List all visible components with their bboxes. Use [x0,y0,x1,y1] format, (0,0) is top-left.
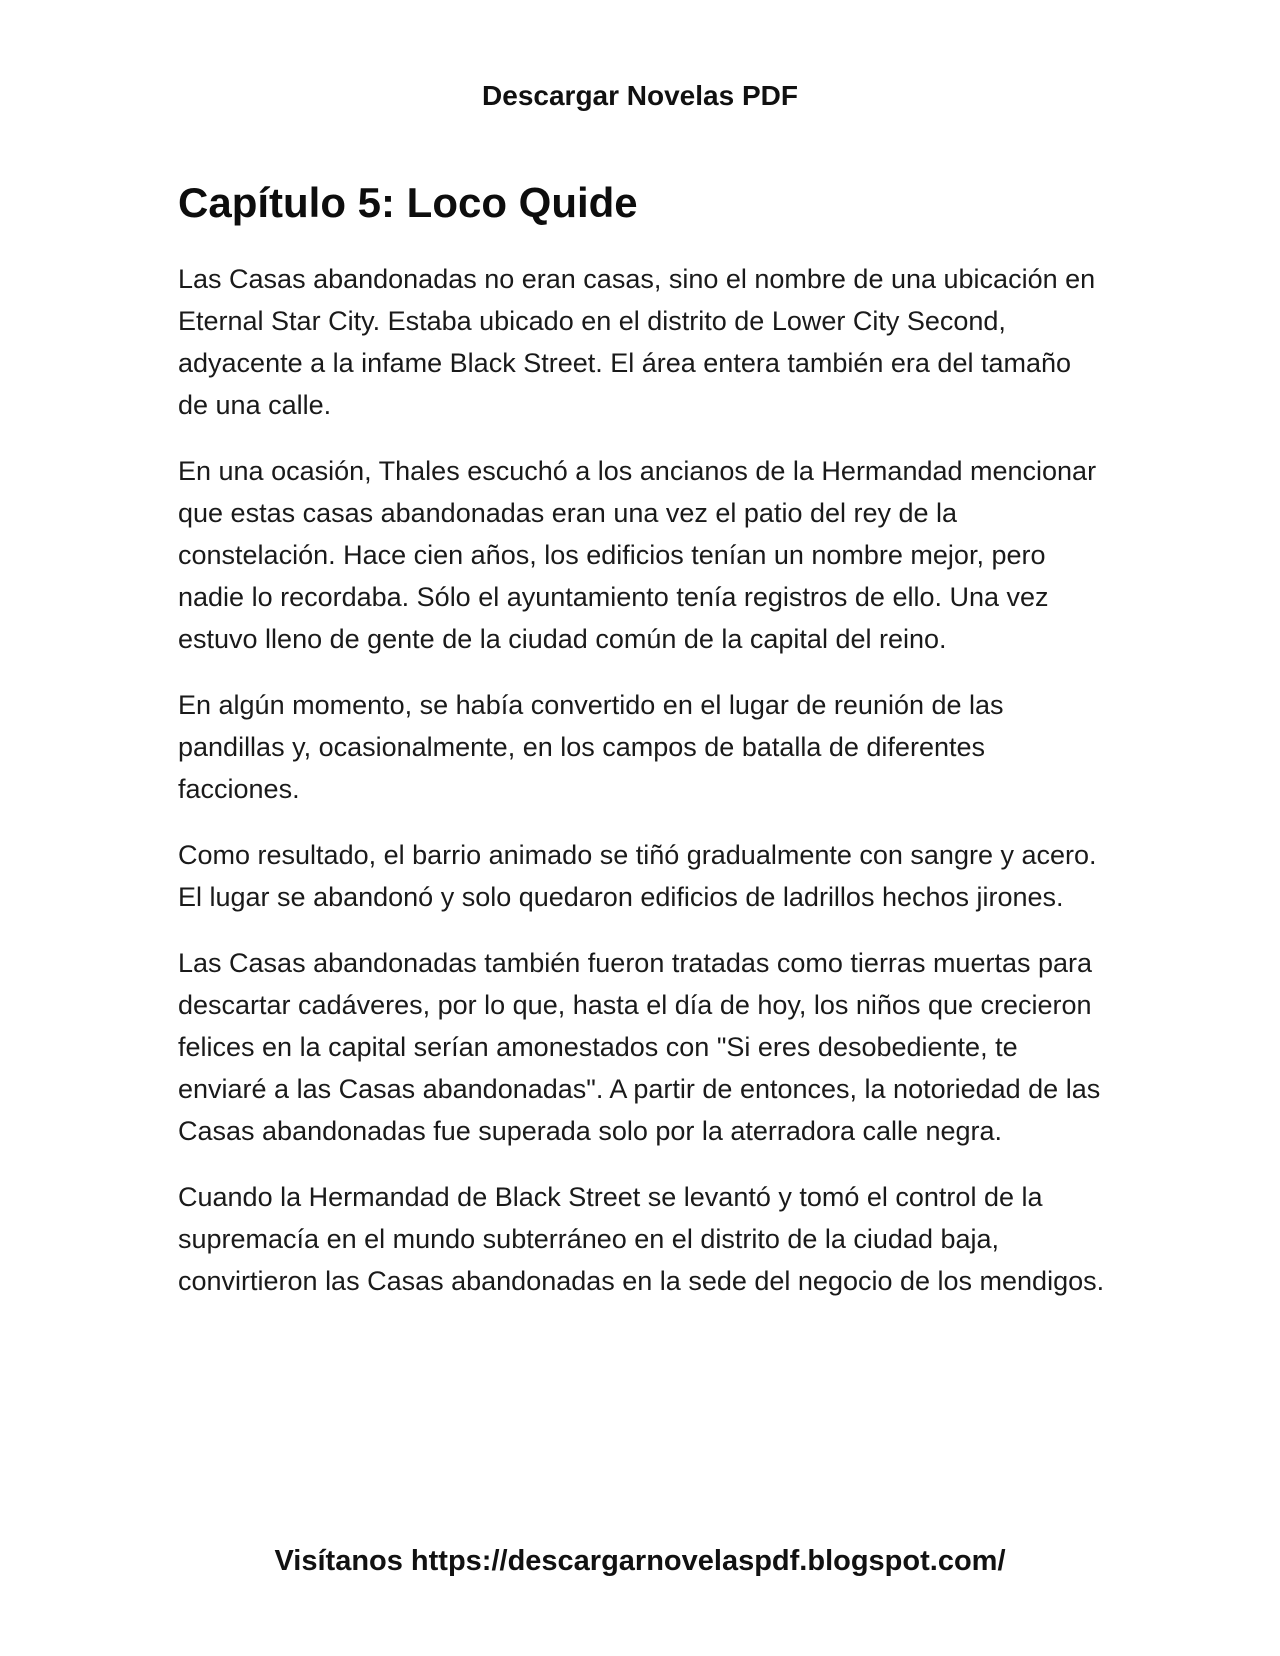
paragraph: En algún momento, se había convertido en el lugar de reunión de las pandillas y, ocasionalmente, en los campos de batalla de diferentes facciones. [178,690,1004,804]
paragraph: Cuando la Hermandad de Black Street se levantó y tomó el control de la supremacía en el mundo subterráneo en el distrito de la ciudad baja, convirtieron las Casas abandonadas en la sede del negocio de los mendigos. [178,1182,1105,1296]
paragraph: Como resultado, el barrio animado se tiñó gradualmente con sangre y acero. El lugar se abandonó y solo quedaron edificios de ladrillos hechos jirones. [178,840,1097,912]
page-header: Descargar Novelas PDF [482,80,798,111]
paragraph: Las Casas abandonadas no eran casas, sino el nombre de una ubicación en Eternal Star City. Estaba ubicado en el distrito de Lower City Second, adyacente a la infame Black Street. El área entera también era del tamaño de una calle. [178,264,1096,420]
chapter-content [178,174,1108,1326]
page-footer-link: Visítanos https://descargarnovelaspdf.blogspot.com/ [274,1545,1006,1577]
paragraph: En una ocasión, Thales escuchó a los ancianos de la Hermandad mencionar que estas casas abandonadas eran una vez el patio del rey de la constelación. Hace cien años, los edificios tenían un nombre mejor, pero nadie lo recordaba. Sólo el ayuntamiento tenía registros de ello. Una vez estuvo lleno de gente de la ciudad común de la capital del reino. [178,456,1097,654]
paragraph: Las Casas abandonadas también fueron tratadas como tierras muertas para descartar cadáveres, por lo que, hasta el día de hoy, los niños que crecieron felices en la capital serían amonestados con "Si eres desobediente, te enviaré a las Casas abandonadas". A partir de entonces, la notoriedad de las Casas abandonadas fue superada solo por la aterradora calle negra. [178,948,1101,1146]
chapter-title: Capítulo 5: Loco Quide [178,179,638,226]
